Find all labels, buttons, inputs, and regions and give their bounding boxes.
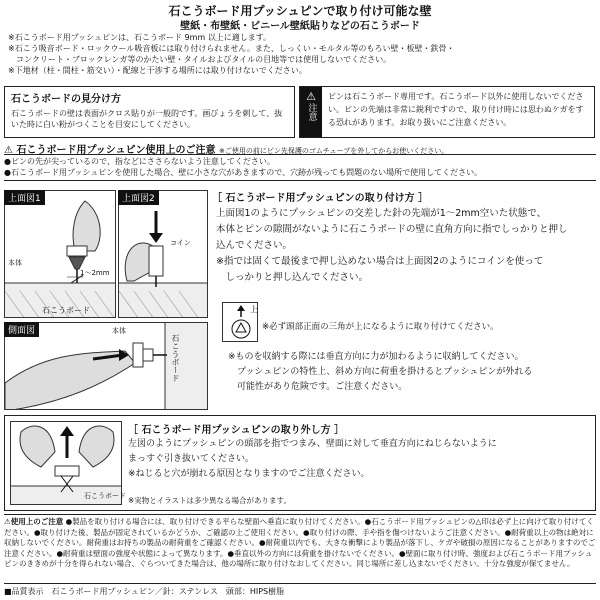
body-label: 本体	[8, 259, 22, 267]
install-line: 上面図1のようにプッシュピンの交差した針の先端が1〜2mm空いた状態で、	[216, 208, 547, 219]
caution-body: ピンは石こうボード専用です。石こうボード以外に使用しないでください。ピンの先端は非常に鋭利ですので、取り付け時には思わぬケガをする恐れがあります。お取り扱いにご注意ください。	[328, 92, 584, 127]
board-label: 石こうボード	[42, 306, 90, 315]
divider	[4, 154, 596, 155]
remove-title: ［ 石こうボード用プッシュピンの取り外し方 ］	[128, 425, 345, 436]
usage-line: ●ピンの先が尖っているので、指などにささらないよう注意してください。	[4, 157, 275, 166]
bottom-caution-heading: 使用上のご注意	[10, 517, 64, 526]
top-view-1-label: 上面図1	[4, 190, 45, 205]
install-note-line: ※ものを収納する際には垂直方向に力が加わるように収納してください。	[228, 352, 524, 362]
warning-icon: ⚠	[4, 517, 11, 526]
remove-text	[128, 437, 593, 482]
bottom-caution-text: ●製品を取り付ける場合には、取り付けできる平らな壁面へ垂直に取り付けてください。●石こうボード用プッシュピンの△印は必ず上に向けて取り付けてください。●取り付けた後、製品が固定されているかどうか、ご確認の上ご使用ください。●取り付けの際、手や指を傷つけないようご注意ください。●耐荷重以上の物は絶対に収納しないでください。耐荷重はお持ちの製品の耐荷重をご確認ください。●耐荷重以内でも、大きな衝撃により製品が落下し、ケガや破損の原因になることがありますのでご注意ください。●耐荷重は壁面の強度や状態によって異なります。●垂直以外の方向には荷重を掛けないでください。●壁面に取り付け時、強度および石こうボード用プッシュピンのききめが十分を得られない場合、ぐらついてきた場合は、他の場所に取り付けなおしてください。同じ場所に差し込まないでください。十分な強度が保てません。	[4, 517, 596, 568]
usage-heading-note: ※ご使用の前にピン先保護のゴムチューブを外してからお使いください。	[219, 147, 449, 155]
up-label: 上	[250, 305, 258, 314]
top-view-1-diagram	[4, 190, 116, 318]
install-note-line: プッシュピンの特性上、斜め方向に荷重を掛けるとプッシュピンが外れる	[228, 367, 533, 377]
warning-icon: ⚠	[4, 145, 13, 156]
bottom-caution	[4, 514, 596, 584]
install-line: しっかりと押し込んでください。	[216, 272, 369, 283]
page-title: 石こうボード用プッシュピンで取り付け可能な壁	[168, 4, 432, 18]
page-subtitle: 壁紙・布壁紙・ビニール壁紙貼りなどの石こうボード	[180, 21, 420, 32]
board-vertical-label: 石こうボード	[171, 334, 180, 382]
material-label: ■品質表示 石こうボード用プッシュピン／針：ステンレス 頭部：HIPS樹脂	[4, 587, 285, 596]
caution-side	[300, 87, 322, 137]
side-view-label: 側面図	[4, 322, 39, 337]
caution-label: 注意	[306, 103, 317, 121]
install-note-triangle: ※必ず頭部正面の三角が上になるように取り付けてください。	[262, 322, 499, 332]
install-text	[216, 206, 594, 286]
remove-line: 左図のようにプッシュピンの頭部を指でつまみ、壁面に対して垂直方向にねじらないように	[128, 439, 497, 449]
divider	[4, 180, 596, 181]
top-view-2-diagram	[118, 190, 208, 318]
warning-icon: ⚠	[306, 90, 316, 103]
identify-box	[4, 86, 295, 138]
usage-heading: 石こうボード用プッシュピン使用上のご注意	[16, 145, 216, 156]
install-note-line: 可能性があり危険です。ご注意ください。	[228, 382, 408, 392]
board-label: 石こうボード	[84, 492, 126, 500]
usage-line: ●石こうボード用プッシュピンを使用した場合、壁に小さな穴があきますので、穴跡が残っても問題のない場所で使用してください。	[4, 168, 483, 177]
body-label: 本体	[112, 327, 126, 335]
install-title: ［ 石こうボード用プッシュピンの取り付け方 ］	[212, 193, 429, 204]
header-notes	[8, 32, 593, 76]
gap-label: 1〜2mm	[80, 269, 110, 277]
remove-line: まっすぐ引き抜いてください。	[128, 454, 255, 464]
note-line: ※石こうボード用プッシュピンは、石こうボード 9mm 以上に適します。	[8, 33, 272, 42]
install-line: ※指では固くて最後まで押し込めない場合は上面図2のようにコインを使って	[216, 256, 544, 267]
coin-label: コイン	[170, 239, 191, 247]
illustration-note: ※実物とイラストは多少異なる場合があります。	[128, 496, 291, 505]
identify-heading: 石こうボードの見分け方	[11, 94, 121, 105]
note-line: コンクリート・ブロックレンガ等のかたい壁・タイルおよびタイルの目地等では使用しないでください。	[16, 55, 392, 64]
install-note-load	[228, 350, 590, 395]
top-view-2-label: 上面図2	[118, 190, 159, 205]
note-line: ※石こう吸音ボード・ロックウール吸音板には取り付けられません。また、しっくい・モルタル等のもろい壁・板壁・鉄骨・	[8, 44, 455, 53]
install-line: 本体とピンの隙間がないように石こうボードの壁に直角方向に指でしっかりと押し	[216, 224, 568, 235]
remove-line: ※ねじると穴が崩れる原因となりますのでご注意ください。	[128, 469, 370, 479]
identify-body: 石こうボードの壁は表面がクロス貼りが一般的です。画びょうを刺して、抜いた時に白い粉がつくことを目安にしてください。	[11, 109, 283, 129]
usage-body	[4, 156, 596, 178]
caution-box	[299, 86, 595, 138]
note-line: ※下地材（柱・間柱・筋交い）・配線と干渉する場所には取り付けないでください。	[8, 66, 307, 75]
install-line: 込んでください。	[216, 240, 293, 251]
